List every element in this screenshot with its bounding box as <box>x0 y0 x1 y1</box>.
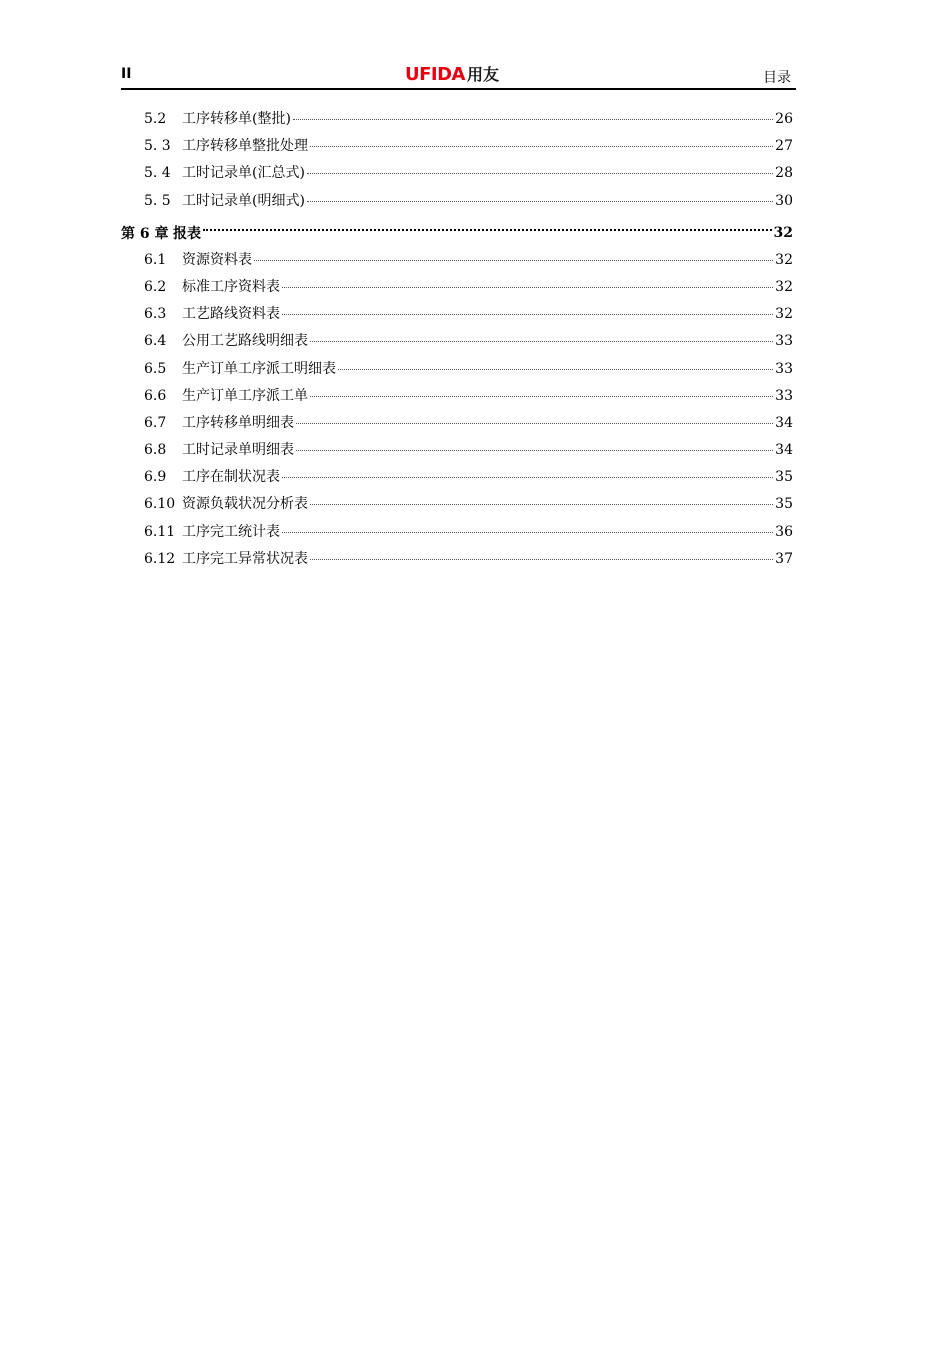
toc-entry[interactable] <box>121 466 793 493</box>
toc-entry-number: 6.2 <box>144 278 167 295</box>
toc-entry[interactable] <box>121 412 793 439</box>
toc-entry-title: 标准工序资料表 <box>182 278 280 295</box>
toc-entry-number: 5. 5 <box>144 192 171 209</box>
toc-entry-page: 27 <box>775 138 793 155</box>
toc-entry-page: 34 <box>775 414 793 431</box>
toc-entry-page: 32 <box>775 278 793 295</box>
toc-entry[interactable] <box>121 548 793 575</box>
toc-entry-page: 30 <box>775 192 793 209</box>
toc-entry-number: 6.12 <box>144 550 176 567</box>
toc-entry[interactable] <box>121 249 793 276</box>
toc-dot-leader <box>203 229 772 231</box>
toc-dot-leader <box>310 396 773 397</box>
toc-entry-title: 生产订单工序派工单 <box>182 387 308 404</box>
toc-entry[interactable] <box>121 190 793 217</box>
ufida-logo <box>405 62 499 85</box>
toc-chapter-entry[interactable] <box>121 217 793 249</box>
toc-entry-title: 资源负载状况分析表 <box>182 496 308 513</box>
toc-entry-number: 5. 4 <box>144 165 171 182</box>
toc-entry-page: 34 <box>775 442 793 459</box>
toc-entry-number: 6.4 <box>144 333 167 350</box>
toc-dot-leader <box>282 477 773 478</box>
logo-text-en: UFIDA <box>405 64 465 85</box>
toc-dot-leader <box>293 119 773 120</box>
toc-entry[interactable] <box>121 303 793 330</box>
toc-entry-page: 35 <box>775 469 793 486</box>
toc-entry-title: 工序转移单(整批) <box>182 111 291 127</box>
toc-dot-leader <box>310 146 773 147</box>
toc-entry[interactable] <box>121 521 793 548</box>
toc-chapter-number: 第 6 章 <box>121 225 169 242</box>
toc-dot-leader <box>254 260 773 261</box>
toc-entry-page: 33 <box>775 360 793 377</box>
toc-entry-title: 工时记录单明细表 <box>182 442 294 459</box>
toc-entry-number: 6.5 <box>144 360 167 377</box>
toc-entry-page: 26 <box>775 111 793 127</box>
table-of-contents <box>121 108 793 575</box>
toc-dot-leader <box>307 173 773 174</box>
toc-entry-number: 6.7 <box>144 414 167 431</box>
toc-entry-number: 6.1 <box>144 251 167 268</box>
toc-entry-number: 6.10 <box>144 496 176 513</box>
toc-entry[interactable] <box>121 162 793 189</box>
toc-dot-leader <box>338 369 773 370</box>
toc-entry[interactable] <box>121 385 793 412</box>
toc-entry-page: 33 <box>775 387 793 404</box>
toc-entry-number: 6.8 <box>144 442 167 459</box>
toc-entry-title: 工序完工异常状况表 <box>182 550 308 567</box>
header-divider <box>121 88 796 90</box>
toc-entry-page: 35 <box>775 496 793 513</box>
toc-entry-page: 37 <box>775 550 793 567</box>
logo-text-cn: 用友 <box>466 65 499 84</box>
toc-entry-title: 资源资料表 <box>182 251 252 268</box>
page-number: II <box>121 66 132 82</box>
toc-entry[interactable] <box>121 108 793 135</box>
toc-dot-leader <box>310 504 773 505</box>
toc-entry[interactable] <box>121 439 793 466</box>
toc-entry-number: 5.2 <box>144 111 167 127</box>
toc-entry-title: 生产订单工序派工明细表 <box>182 360 336 377</box>
toc-entry-title: 工序完工统计表 <box>182 523 280 540</box>
section-title: 目录 <box>763 70 791 86</box>
toc-entry-page: 28 <box>775 165 793 182</box>
toc-entry-title: 工时记录单(汇总式) <box>182 165 305 182</box>
toc-entry-page: 32 <box>775 251 793 268</box>
toc-entry-page: 36 <box>775 523 793 540</box>
toc-dot-leader <box>282 314 773 315</box>
toc-entry-number: 6.6 <box>144 387 167 404</box>
toc-chapter-page: 32 <box>773 224 793 241</box>
toc-dot-leader <box>282 287 773 288</box>
toc-dot-leader <box>296 450 773 451</box>
toc-entry-number: 5. 3 <box>144 138 171 155</box>
toc-entry-title: 工时记录单(明细式) <box>182 192 305 209</box>
toc-entry-number: 6.9 <box>144 469 167 486</box>
toc-entry-page: 33 <box>775 333 793 350</box>
toc-dot-leader <box>310 559 773 560</box>
toc-entry-title: 公用工艺路线明细表 <box>182 333 308 350</box>
toc-entry-title: 工序转移单整批处理 <box>182 138 308 155</box>
toc-dot-leader <box>307 201 773 202</box>
toc-dot-leader <box>282 532 773 533</box>
page-header <box>121 62 796 90</box>
toc-entry-number: 6.11 <box>144 523 176 540</box>
toc-entry[interactable] <box>121 330 793 357</box>
toc-dot-leader <box>310 341 773 342</box>
toc-entry[interactable] <box>121 276 793 303</box>
toc-entry[interactable] <box>121 135 793 162</box>
toc-entry-number: 6.3 <box>144 306 167 323</box>
toc-entry-title: 工艺路线资料表 <box>182 306 280 323</box>
toc-dot-leader <box>296 423 773 424</box>
toc-chapter-title: 报表 <box>173 225 201 242</box>
toc-entry[interactable] <box>121 493 793 520</box>
toc-entry[interactable] <box>121 358 793 385</box>
toc-entry-title: 工序在制状况表 <box>182 469 280 486</box>
toc-entry-page: 32 <box>775 306 793 323</box>
toc-entry-title: 工序转移单明细表 <box>182 414 294 431</box>
